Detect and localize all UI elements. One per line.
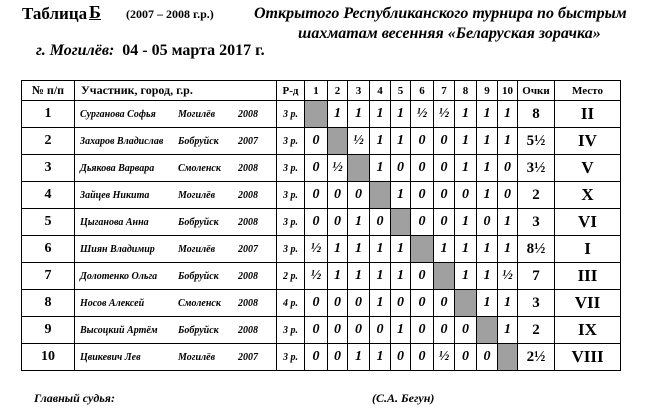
player-number: 5 <box>22 209 75 236</box>
player-rank: 3 р. <box>277 182 305 209</box>
game-result: 1 <box>370 290 391 317</box>
tournament-dates: 04 - 05 марта 2017 г. <box>122 42 265 59</box>
game-result: 0 <box>391 344 411 371</box>
game-result: 0 <box>455 344 477 371</box>
player-name: Носов Алексей <box>80 297 145 309</box>
game-result: ½ <box>498 263 518 290</box>
game-result: 1 <box>348 236 370 263</box>
player-rank: 3 р. <box>277 155 305 182</box>
col-header-round: 3 <box>348 81 370 101</box>
col-header-participant: Участник, город, г.р. <box>75 81 277 101</box>
player-place: IV <box>555 128 621 155</box>
game-result: 1 <box>455 263 477 290</box>
game-result: 1 <box>498 128 518 155</box>
player-info <box>75 182 277 209</box>
player-rank: 3 р. <box>277 317 305 344</box>
player-info <box>75 236 277 263</box>
game-result: ½ <box>328 155 348 182</box>
game-result: 1 <box>391 317 411 344</box>
game-result: 0 <box>328 290 348 317</box>
game-result: 0 <box>391 155 411 182</box>
chief-judge-name: (С.А. Бегун) <box>372 391 435 405</box>
player-info <box>75 317 277 344</box>
game-result: 1 <box>434 236 455 263</box>
col-header-round: 9 <box>477 81 498 101</box>
game-result: 0 <box>370 317 391 344</box>
player-points: 2 <box>518 317 555 344</box>
table-letter: Б <box>89 2 101 22</box>
game-result: 0 <box>391 290 411 317</box>
game-result: 0 <box>434 317 455 344</box>
player-name: Захаров Владислав <box>80 135 164 147</box>
game-result: 0 <box>328 317 348 344</box>
crosstable <box>21 80 621 371</box>
player-place: IX <box>555 317 621 344</box>
player-birth-year: 2008 <box>238 324 258 336</box>
game-result: 1 <box>348 209 370 236</box>
game-result: 0 <box>411 263 434 290</box>
game-result: 1 <box>477 236 498 263</box>
player-name: Шиян Владимир <box>80 243 155 255</box>
player-city: Бобруйск <box>178 324 219 336</box>
self-cell <box>477 317 498 344</box>
player-city: Могилёв <box>178 351 216 363</box>
player-rank: 2 р. <box>277 263 305 290</box>
player-number: 6 <box>22 236 75 263</box>
city-date <box>36 42 265 60</box>
game-result: 1 <box>477 101 498 128</box>
table-row <box>22 290 621 317</box>
player-points: 7 <box>518 263 555 290</box>
game-result: 0 <box>434 155 455 182</box>
game-result: 0 <box>411 155 434 182</box>
player-points: 2½ <box>518 344 555 371</box>
player-place: VI <box>555 209 621 236</box>
game-result: 0 <box>305 209 328 236</box>
game-result: 0 <box>434 128 455 155</box>
self-cell <box>328 128 348 155</box>
self-cell <box>348 155 370 182</box>
col-header-round: 8 <box>455 81 477 101</box>
game-result: 0 <box>328 344 348 371</box>
player-info <box>75 263 277 290</box>
game-result: 0 <box>411 128 434 155</box>
player-name: Цвикевич Лев <box>80 351 141 363</box>
player-info <box>75 128 277 155</box>
game-result: 1 <box>455 209 477 236</box>
game-result: 0 <box>411 344 434 371</box>
game-result: ½ <box>434 101 455 128</box>
game-result: 1 <box>370 155 391 182</box>
self-cell <box>391 209 411 236</box>
player-name: Долотенко Ольга <box>80 270 158 282</box>
game-result: 1 <box>477 263 498 290</box>
player-number: 7 <box>22 263 75 290</box>
player-rank: 3 р. <box>277 236 305 263</box>
player-rank: 3 р. <box>277 344 305 371</box>
player-info <box>75 344 277 371</box>
player-birth-year: 2008 <box>238 189 258 201</box>
player-name: Цыганова Анна <box>80 216 149 228</box>
col-header-round: 4 <box>370 81 391 101</box>
player-birth-year: 2008 <box>238 216 258 228</box>
table-row <box>22 317 621 344</box>
col-header-place: Место <box>555 81 621 101</box>
game-result: 1 <box>498 209 518 236</box>
player-points: 3 <box>518 209 555 236</box>
game-result: ½ <box>434 344 455 371</box>
col-header-points: Очки <box>518 81 555 101</box>
col-header-round: 5 <box>391 81 411 101</box>
game-result: 1 <box>455 155 477 182</box>
player-place: VIII <box>555 344 621 371</box>
player-city: Бобруйск <box>178 216 219 228</box>
game-result: 1 <box>477 155 498 182</box>
game-result: 1 <box>328 236 348 263</box>
player-number: 3 <box>22 155 75 182</box>
game-result: 1 <box>391 101 411 128</box>
col-header-round: 2 <box>328 81 348 101</box>
col-header-round: 1 <box>305 81 328 101</box>
player-rank: 3 р. <box>277 209 305 236</box>
game-result: 1 <box>498 290 518 317</box>
col-header-rank: Р-д <box>277 81 305 101</box>
game-result: 1 <box>477 290 498 317</box>
game-result: ½ <box>411 101 434 128</box>
player-points: 2 <box>518 182 555 209</box>
game-result: 0 <box>348 317 370 344</box>
self-cell <box>370 182 391 209</box>
player-birth-year: 2008 <box>238 270 258 282</box>
game-result: 0 <box>411 317 434 344</box>
player-place: II <box>555 101 621 128</box>
game-result: 1 <box>370 236 391 263</box>
player-info <box>75 209 277 236</box>
player-rank: 3 р. <box>277 101 305 128</box>
player-name: Сурганова Софья <box>80 108 156 120</box>
table-row <box>22 101 621 128</box>
game-result: 0 <box>328 182 348 209</box>
player-city: Смоленск <box>178 297 221 309</box>
game-result: 1 <box>348 101 370 128</box>
player-birth-year: 2007 <box>238 351 258 363</box>
col-header-round: 6 <box>411 81 434 101</box>
game-result: 0 <box>498 155 518 182</box>
table-row <box>22 209 621 236</box>
game-result: 1 <box>370 263 391 290</box>
player-info <box>75 290 277 317</box>
player-birth-year: 2008 <box>238 162 258 174</box>
game-result: 0 <box>348 290 370 317</box>
table-label: Таблица <box>22 4 88 23</box>
game-result: 0 <box>455 182 477 209</box>
player-birth-year: 2008 <box>238 108 258 120</box>
player-number: 9 <box>22 317 75 344</box>
game-result: 0 <box>411 209 434 236</box>
game-result: 0 <box>434 182 455 209</box>
self-cell <box>498 344 518 371</box>
game-result: 0 <box>477 209 498 236</box>
tournament-title-line1: Открытого Республиканского турнира по быстрым <box>254 5 627 22</box>
game-result: 0 <box>411 290 434 317</box>
tournament-title-line2: шахматам весенняя «Беларуская зорачка» <box>298 25 601 42</box>
game-result: 1 <box>328 263 348 290</box>
self-cell <box>455 290 477 317</box>
game-result: 1 <box>498 101 518 128</box>
game-result: 0 <box>455 317 477 344</box>
game-result: 1 <box>391 236 411 263</box>
col-header-num: № п/п <box>22 81 75 101</box>
table-row <box>22 155 621 182</box>
player-number: 4 <box>22 182 75 209</box>
table-row <box>22 128 621 155</box>
player-number: 10 <box>22 344 75 371</box>
player-birth-year: 2008 <box>238 297 258 309</box>
player-birth-year: 2007 <box>238 135 258 147</box>
player-rank: 3 р. <box>277 128 305 155</box>
game-result: 1 <box>455 128 477 155</box>
game-result: 1 <box>328 101 348 128</box>
player-name: Зайцев Никита <box>80 189 150 201</box>
game-result: 1 <box>455 101 477 128</box>
game-result: 0 <box>477 344 498 371</box>
player-place: X <box>555 182 621 209</box>
game-result: 0 <box>305 128 328 155</box>
player-city: Смоленск <box>178 162 221 174</box>
table-row <box>22 236 621 263</box>
game-result: 1 <box>498 317 518 344</box>
table-row <box>22 344 621 371</box>
player-points: 3½ <box>518 155 555 182</box>
game-result: 1 <box>370 101 391 128</box>
game-result: 1 <box>348 344 370 371</box>
game-result: 1 <box>498 236 518 263</box>
player-city: Бобруйск <box>178 135 219 147</box>
self-cell <box>305 101 328 128</box>
game-result: 0 <box>498 182 518 209</box>
game-result: 0 <box>305 155 328 182</box>
player-number: 8 <box>22 290 75 317</box>
game-result: ½ <box>305 263 328 290</box>
player-city: Могилёв <box>178 243 216 255</box>
player-number: 1 <box>22 101 75 128</box>
self-cell <box>411 236 434 263</box>
player-points: 3 <box>518 290 555 317</box>
player-city: Бобруйск <box>178 270 219 282</box>
game-result: 1 <box>348 263 370 290</box>
game-result: 0 <box>411 182 434 209</box>
game-result: 0 <box>434 290 455 317</box>
col-header-round: 7 <box>434 81 455 101</box>
table-row <box>22 182 621 209</box>
game-result: 0 <box>305 290 328 317</box>
game-result: 0 <box>305 344 328 371</box>
year-range: (2007 – 2008 г.р.) <box>126 7 214 21</box>
col-header-round: 10 <box>498 81 518 101</box>
player-place: V <box>555 155 621 182</box>
player-name: Дьякова Варвара <box>80 162 155 174</box>
game-result: 0 <box>434 209 455 236</box>
player-birth-year: 2007 <box>238 243 258 255</box>
header-row <box>22 81 621 101</box>
chief-judge-label: Главный судья: <box>34 391 115 405</box>
game-result: 1 <box>477 128 498 155</box>
player-place: I <box>555 236 621 263</box>
game-result: 1 <box>370 344 391 371</box>
game-result: 0 <box>370 209 391 236</box>
player-points: 8½ <box>518 236 555 263</box>
game-result: 1 <box>370 128 391 155</box>
game-result: 0 <box>348 182 370 209</box>
player-info <box>75 155 277 182</box>
game-result: 1 <box>477 182 498 209</box>
game-result: 0 <box>328 209 348 236</box>
player-name: Высоцкий Артём <box>80 324 158 336</box>
self-cell <box>434 263 455 290</box>
player-rank: 4 р. <box>277 290 305 317</box>
player-place: VII <box>555 290 621 317</box>
city-label: г. Могилёв: <box>36 42 115 59</box>
game-result: 1 <box>391 263 411 290</box>
player-info <box>75 101 277 128</box>
player-place: III <box>555 263 621 290</box>
player-points: 8 <box>518 101 555 128</box>
game-result: 0 <box>305 317 328 344</box>
game-result: 0 <box>305 182 328 209</box>
game-result: 1 <box>391 182 411 209</box>
game-result: ½ <box>305 236 328 263</box>
player-points: 5½ <box>518 128 555 155</box>
table-row <box>22 263 621 290</box>
player-city: Могилёв <box>178 108 216 120</box>
game-result: 1 <box>455 236 477 263</box>
game-result: ½ <box>348 128 370 155</box>
player-number: 2 <box>22 128 75 155</box>
game-result: 1 <box>391 128 411 155</box>
player-city: Могилёв <box>178 189 216 201</box>
